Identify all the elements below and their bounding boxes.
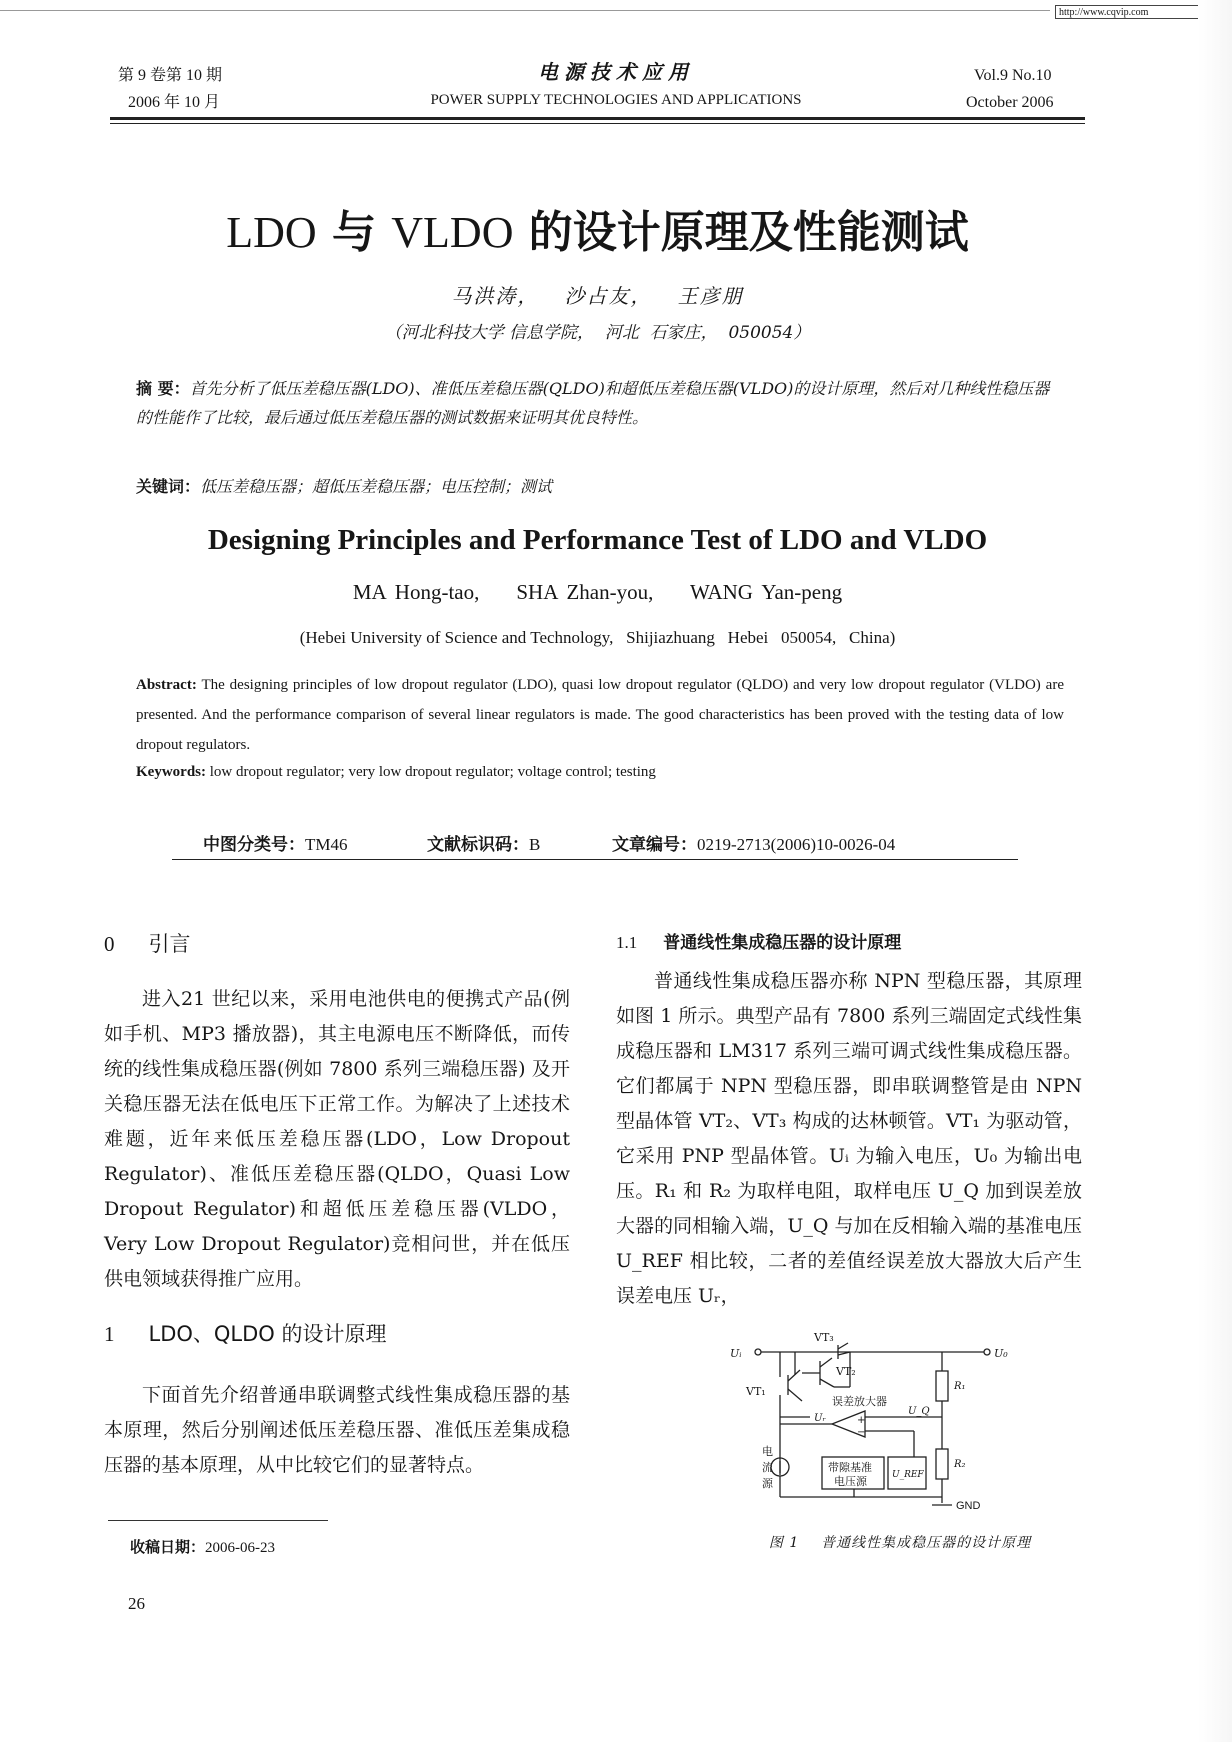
keywords-cn (136, 474, 1064, 497)
doc-code-value: B (529, 835, 541, 854)
section-0-title: 引言 (148, 932, 191, 956)
fig-label-gnd: GND (956, 1500, 981, 1512)
section-1-1-heading (616, 928, 901, 953)
fig-label-uref: U_REF (892, 1470, 924, 1480)
fig-label-vt2: VT₂ (836, 1365, 856, 1378)
affiliation-en: (Hebei University of Science and Technology, Shijiazhuang Hebei 050054, China) (299, 628, 896, 647)
keywords-en (136, 764, 1064, 781)
footnote-rule (108, 1520, 328, 1521)
title-cn-part-1: LDO (226, 208, 317, 257)
abstract-en-label: Abstract: (136, 677, 197, 693)
title-cn-part-3: VLDO (391, 208, 514, 257)
article-number-label: 文章编号： (612, 835, 697, 855)
fig-label-vt3: VT₃ (814, 1331, 834, 1344)
fig-label-r1: R₁ (954, 1381, 966, 1392)
section-1-body (104, 1378, 570, 1483)
section-1-title: LDO、QLDO 的设计原理 (148, 1322, 387, 1346)
fig-label-plus: + (857, 1415, 866, 1426)
classification-underline (172, 859, 1018, 860)
authors-cn: 马洪涛， 沙占友， 王彦朋 (451, 284, 744, 308)
keywords-en-text: low dropout regulator; very low dropout regulator; voltage control; testing (206, 764, 656, 780)
document-code (427, 830, 540, 855)
fig-label-vt1: VT₁ (746, 1385, 766, 1398)
fig-label-minus: − (857, 1427, 866, 1438)
journal-title-en: POWER SUPPLY TECHNOLOGIES AND APPLICATIONS (430, 92, 802, 108)
title-cn-part-4: 的设计原理及性能测试 (513, 207, 969, 258)
keywords-cn-label: 关键词： (136, 477, 201, 496)
fig-label-cs-2: 流 (762, 1461, 773, 1474)
abstract-en (136, 670, 1064, 760)
section-1-1-body (616, 964, 1082, 1314)
article-number-value: 0219-2713(2006)10-0026-04 (697, 835, 896, 854)
fig-label-r2: R₂ (954, 1459, 966, 1470)
header-volume-cn: 第 9 卷第 10 期 (118, 67, 223, 84)
paper-title-cn (110, 196, 1085, 260)
abstract-cn (136, 374, 1064, 432)
section-1-heading (104, 1318, 387, 1348)
section-0-body (104, 982, 570, 1297)
received-date (130, 1536, 275, 1557)
authors-en: MA Hong-tao, SHA Zhan-you, WANG Yan-peng (352, 580, 843, 604)
header-rule-thick (110, 117, 1085, 120)
doc-code-label: 文献标识码： (427, 835, 529, 855)
fig-label-ui: Uᵢ (730, 1347, 742, 1360)
keywords-cn-text: 低压差稳压器；超低压差稳压器；电压控制；测试 (200, 477, 553, 496)
figure-1-caption: 图 1 普通线性集成稳压器的设计原理 (768, 1535, 1032, 1551)
keywords-en-label: Keywords: (136, 764, 206, 780)
header-rule-thin (110, 123, 1085, 124)
page-number: 26 (128, 1594, 145, 1613)
fig-label-amp: 误差放大器 (832, 1395, 887, 1408)
section-0-number: 0 (104, 932, 115, 956)
header-volume-en: Vol.9 No.10 (974, 67, 1052, 84)
section-1-number: 1 (104, 1322, 115, 1346)
clc-number (203, 830, 348, 855)
clc-value: TM46 (305, 835, 348, 854)
header-date-en: October 2006 (966, 94, 1054, 111)
paper-title-en: Designing Principles and Performance Test of LDO and VLDO (207, 524, 988, 556)
fig-label-ur: Uᵣ (814, 1413, 826, 1424)
article-number (612, 830, 895, 855)
abstract-cn-label: 摘 要： (136, 379, 190, 398)
affiliation-cn: （河北科技大学 信息学院， 河北 石家庄， 050054） (384, 323, 811, 343)
section-1-1-number: 1.1 (616, 933, 638, 952)
scan-edge-shadow (1198, 0, 1232, 1742)
fig-label-uo: U₀ (994, 1347, 1008, 1360)
journal-title-cn: 电源技术应用 (538, 60, 694, 84)
title-cn-part-2: 与 (316, 207, 392, 258)
fig-label-cs-3: 源 (762, 1477, 773, 1490)
abstract-en-text: The designing principles of low dropout regulator (LDO), quasi low dropout regulator (QLDO) and very low dropout regulator (VLDO) are presented. And the performance comparison of several linear regulators is made. The good characteristics has been proved with the testing data of low dropout regulators. (136, 677, 1064, 753)
figure-1-circuit (720, 1325, 1020, 1525)
section-1-1-title: 普通线性集成稳压器的设计原理 (663, 933, 902, 953)
section-1-paragraph: 下面首先介绍普通串联调整式线性集成稳压器的基本原理，然后分别阐述低压差稳压器、准低压差集成稳压器的基本原理，从中比较它们的显著特点。 (104, 1384, 570, 1476)
abstract-cn-text: 首先分析了低压差稳压器(LDO)、准低压差稳压器(QLDO)和超低压差稳压器(VLDO)的设计原理，然后对几种线性稳压器的性能作了比较，最后通过低压差稳压器的测试数据来证明其优良特性。 (136, 379, 1050, 427)
fig-label-bandgap-2: 电压源 (834, 1475, 867, 1488)
section-1-1-paragraph: 普通线性集成稳压器亦称 NPN 型稳压器，其原理如图 1 所示。典型产品有 7800 系列三端固定式线性集成稳压器和 LM317 系列三端可调式线性集成稳压器。它们都属于 NPN 型稳压器，即串联调整管是由 NPN 型晶体管 VT₂、VT₃ 构成的达林顿管。VT₁ 为驱动管，它采用 PNP 型晶体管。Uᵢ 为输入电压，U₀ 为输出电压。R₁ 和 R₂ 为取样电阻，取样电压 U_Q 加到误差放大器的同相输入端，U_Q 与加在反相输入端的基准电压 U_REF 相比较，二者的差值经误差放大器放大后产生误差电压 Uᵣ， (616, 970, 1082, 1307)
section-0-heading (104, 928, 191, 958)
top-edge-rule (0, 10, 1050, 11)
clc-label: 中图分类号： (203, 835, 305, 855)
received-value: 2006-06-23 (205, 1540, 276, 1556)
source-url-box: http://www.cqvip.com (1055, 5, 1199, 19)
fig-label-uq: U_Q (908, 1406, 930, 1417)
fig-label-bandgap-1: 带隙基准 (828, 1461, 872, 1474)
received-label: 收稿日期： (130, 1538, 206, 1556)
section-0-paragraph: 进入21 世纪以来，采用电池供电的便携式产品(例如手机、MP3 播放器)，其主电源电压不断降低，而传统的线性集成稳压器(例如 7800 系列三端稳压器) 及开关稳压器无法在低电压下正常工作。为解决了上述技术难题，近年来低压差稳压器(LDO，Low Dropout Regulator)、准低压差稳压器(QLDO，Quasi Low Dropout Regulator)和超低压差稳压器(VLDO，Very Low Dropout Regulator)竞相问世，并在低压供电领域获得推广应用。 (104, 988, 570, 1290)
fig-label-cs-1: 电 (762, 1445, 773, 1458)
classification-row (175, 830, 1015, 854)
header-date-cn: 2006 年 10 月 (128, 94, 221, 111)
